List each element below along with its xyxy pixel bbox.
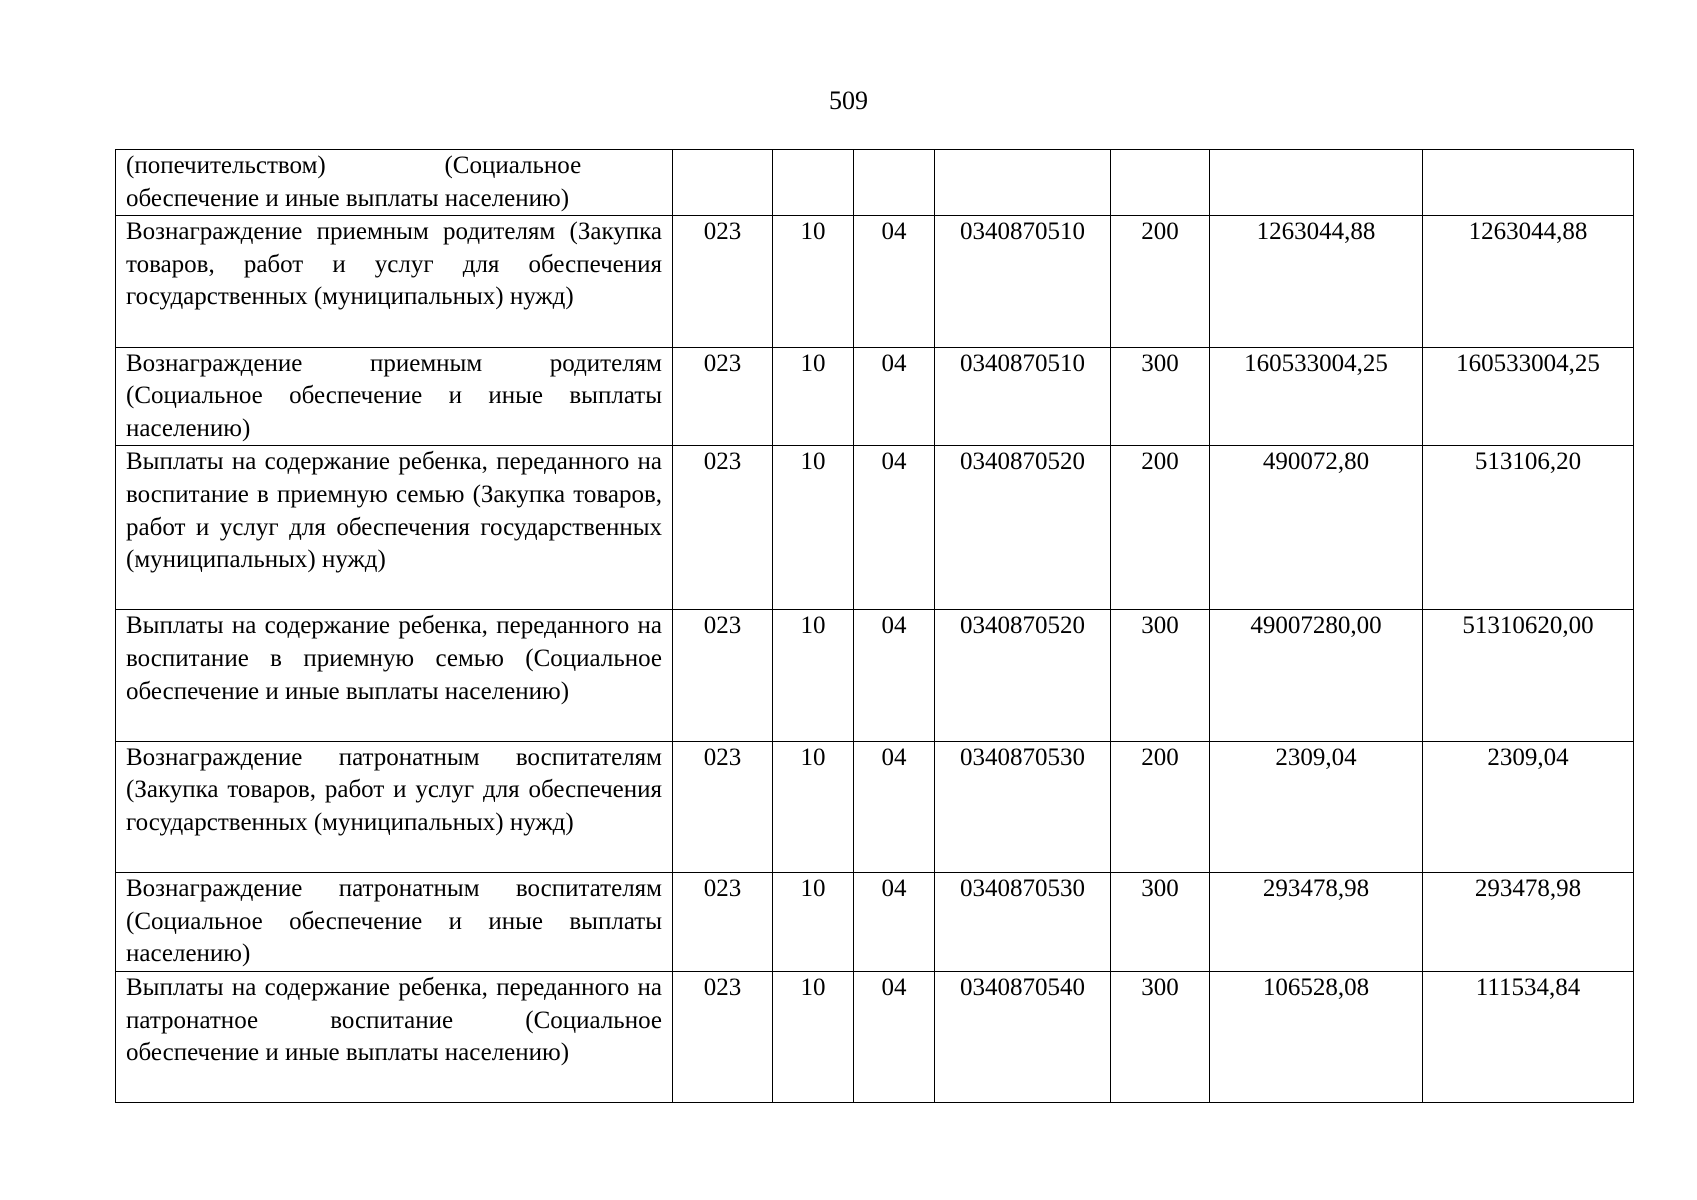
row-description: Выплаты на содержание ребенка, переданного на воспитание в приемную семью (Социальное обеспечение и иные выплаты населению) [116, 610, 673, 741]
cell-sum-1: 490072,80 [1210, 446, 1423, 610]
table-body [116, 150, 1634, 1103]
table-row [116, 216, 1634, 347]
cell-pr: 04 [854, 873, 935, 972]
cell-csr [935, 150, 1111, 216]
cell-rz: 10 [773, 971, 854, 1102]
cell-sum-1: 2309,04 [1210, 741, 1423, 872]
table-row [116, 971, 1634, 1102]
row-description: Выплаты на содержание ребенка, переданного на патронатное воспитание (Социальное обеспечение и иные выплаты населению) [116, 971, 673, 1102]
cell-rz: 10 [773, 347, 854, 446]
cell-ved: 023 [673, 446, 773, 610]
cell-sum-2: 111534,84 [1423, 971, 1634, 1102]
cell-pr: 04 [854, 446, 935, 610]
cell-ved [673, 150, 773, 216]
cell-ved: 023 [673, 971, 773, 1102]
table-row [116, 446, 1634, 610]
cell-sum-2 [1423, 150, 1634, 216]
cell-vr: 300 [1111, 971, 1210, 1102]
cell-ved: 023 [673, 873, 773, 972]
cell-pr: 04 [854, 741, 935, 872]
cell-sum-2: 2309,04 [1423, 741, 1634, 872]
cell-sum-1: 160533004,25 [1210, 347, 1423, 446]
table-row [116, 610, 1634, 741]
cell-pr: 04 [854, 216, 935, 347]
cell-ved: 023 [673, 741, 773, 872]
continued-line-1: (попечительством) (Социальное [126, 152, 582, 179]
table-row [116, 873, 1634, 972]
cell-sum-2: 1263044,88 [1423, 216, 1634, 347]
cell-vr: 200 [1111, 741, 1210, 872]
cell-vr: 300 [1111, 347, 1210, 446]
cell-vr: 200 [1111, 216, 1210, 347]
cell-sum-1: 106528,08 [1210, 971, 1423, 1102]
cell-sum-1 [1210, 150, 1423, 216]
cell-rz [773, 150, 854, 216]
cell-vr: 200 [1111, 446, 1210, 610]
cell-rz: 10 [773, 216, 854, 347]
cell-csr: 0340870530 [935, 741, 1111, 872]
cell-pr: 04 [854, 971, 935, 1102]
row-description: Вознаграждение приемным родителям (Социальное обеспечение и иные выплаты населению) [116, 347, 673, 446]
cell-sum-2: 51310620,00 [1423, 610, 1634, 741]
cell-rz: 10 [773, 446, 854, 610]
row-description [116, 150, 673, 216]
cell-vr [1111, 150, 1210, 216]
cell-csr: 0340870540 [935, 971, 1111, 1102]
cell-sum-1: 49007280,00 [1210, 610, 1423, 741]
row-description: Вознаграждение патронатным воспитателям (Закупка товаров, работ и услуг для обеспечения государственных (муниципальных) нужд) [116, 741, 673, 872]
cell-sum-1: 293478,98 [1210, 873, 1423, 972]
table-row-continued [116, 150, 1634, 216]
cell-sum-2: 293478,98 [1423, 873, 1634, 972]
cell-pr: 04 [854, 347, 935, 446]
cell-rz: 10 [773, 873, 854, 972]
cell-sum-1: 1263044,88 [1210, 216, 1423, 347]
cell-ved: 023 [673, 610, 773, 741]
cell-sum-2: 513106,20 [1423, 446, 1634, 610]
page-number: 509 [829, 86, 868, 115]
cell-rz: 10 [773, 741, 854, 872]
row-description: Выплаты на содержание ребенка, переданного на воспитание в приемную семью (Закупка товаров, работ и услуг для обеспечения государственных (муниципальных) нужд) [116, 446, 673, 610]
table-row [116, 741, 1634, 872]
cell-pr: 04 [854, 610, 935, 741]
cell-csr: 0340870510 [935, 216, 1111, 347]
cell-csr: 0340870510 [935, 347, 1111, 446]
cell-ved: 023 [673, 216, 773, 347]
cell-sum-2: 160533004,25 [1423, 347, 1634, 446]
budget-table [115, 149, 1634, 1103]
cell-vr: 300 [1111, 610, 1210, 741]
row-description: Вознаграждение патронатным воспитателям (Социальное обеспечение и иные выплаты населению) [116, 873, 673, 972]
cell-vr: 300 [1111, 873, 1210, 972]
continued-line-2: обеспечение и иные выплаты населению) [126, 184, 570, 212]
cell-pr [854, 150, 935, 216]
cell-ved: 023 [673, 347, 773, 446]
row-description: Вознаграждение приемным родителям (Закупка товаров, работ и услуг для обеспечения государственных (муниципальных) нужд) [116, 216, 673, 347]
cell-csr: 0340870520 [935, 446, 1111, 610]
cell-rz: 10 [773, 610, 854, 741]
cell-csr: 0340870530 [935, 873, 1111, 972]
table-row [116, 347, 1634, 446]
cell-csr: 0340870520 [935, 610, 1111, 741]
